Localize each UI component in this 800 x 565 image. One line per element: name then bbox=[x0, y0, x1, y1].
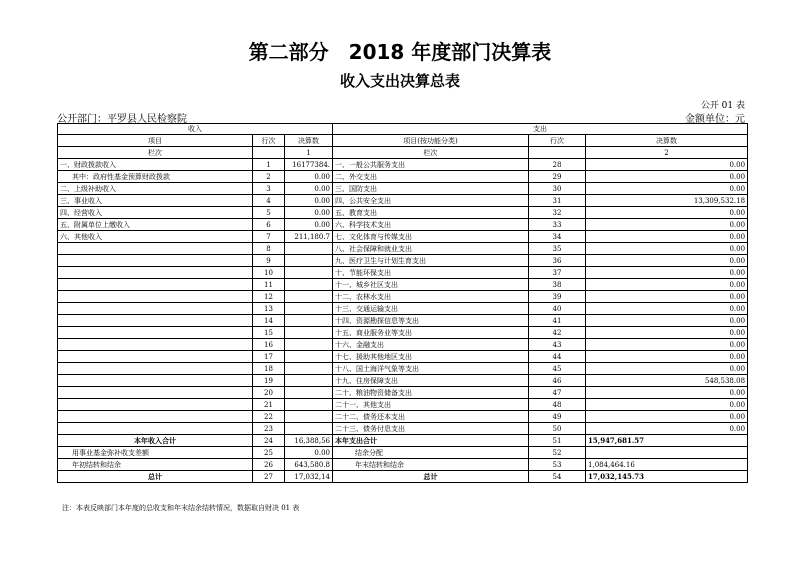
amount-unit-label: 金额单位：元 bbox=[685, 114, 745, 125]
income-line-no: 1 bbox=[253, 159, 285, 171]
expense-amount: 13,309,532.18 bbox=[586, 195, 748, 207]
income-item bbox=[58, 399, 253, 411]
total-expense-amt: 15,947,681.57 bbox=[586, 435, 748, 447]
lan-row bbox=[58, 147, 748, 159]
table-row bbox=[58, 195, 748, 207]
income-amount bbox=[285, 327, 333, 339]
fund-fill-amt: 0.00 bbox=[285, 447, 333, 459]
col-line2: 行次 bbox=[529, 135, 586, 147]
income-amount bbox=[285, 315, 333, 327]
income-item bbox=[58, 327, 253, 339]
income-line-no: 11 bbox=[253, 279, 285, 291]
table-row bbox=[58, 255, 748, 267]
expense-line-no: 40 bbox=[529, 303, 586, 315]
sum-expense-amt: 17,032,145.73 bbox=[586, 471, 748, 483]
expense-amount: 0.00 bbox=[586, 279, 748, 291]
lan-blank bbox=[253, 147, 285, 159]
income-item: 四、经营收入 bbox=[58, 207, 253, 219]
expense-amount: 0.00 bbox=[586, 411, 748, 423]
income-line-no: 22 bbox=[253, 411, 285, 423]
expense-line-no: 45 bbox=[529, 363, 586, 375]
income-item: 六、其他收入 bbox=[58, 231, 253, 243]
expense-line-no: 38 bbox=[529, 279, 586, 291]
expense-line-no: 43 bbox=[529, 339, 586, 351]
total-income-no: 24 bbox=[253, 435, 285, 447]
income-amount bbox=[285, 279, 333, 291]
expense-amount: 0.00 bbox=[586, 399, 748, 411]
income-line-no: 20 bbox=[253, 387, 285, 399]
table-row bbox=[58, 171, 748, 183]
income-line-no: 15 bbox=[253, 327, 285, 339]
expense-amount: 0.00 bbox=[586, 159, 748, 171]
expense-amount: 0.00 bbox=[586, 243, 748, 255]
table-row bbox=[58, 387, 748, 399]
table-row bbox=[58, 159, 748, 171]
income-item bbox=[58, 255, 253, 267]
expense-line-no: 39 bbox=[529, 291, 586, 303]
expense-item: 十、节能环保支出 bbox=[333, 267, 529, 279]
income-item bbox=[58, 243, 253, 255]
form-number: 公开 01 表 bbox=[700, 101, 745, 111]
table-row bbox=[58, 231, 748, 243]
income-line-no: 19 bbox=[253, 375, 285, 387]
col-line: 行次 bbox=[253, 135, 285, 147]
income-line-no: 16 bbox=[253, 339, 285, 351]
expense-line-no: 30 bbox=[529, 183, 586, 195]
expense-item: 十八、国土海洋气象等支出 bbox=[333, 363, 529, 375]
expense-item: 七、文化体育与传媒支出 bbox=[333, 231, 529, 243]
col-amount: 决算数 bbox=[285, 135, 333, 147]
table-row bbox=[58, 243, 748, 255]
income-item bbox=[58, 423, 253, 435]
expense-amount: 0.00 bbox=[586, 423, 748, 435]
income-amount: 0.00 bbox=[285, 195, 333, 207]
fund-fill-no: 25 bbox=[253, 447, 285, 459]
carry-in-label: 年初结转和结余 bbox=[58, 459, 253, 471]
fund-row bbox=[58, 447, 748, 459]
section-header-row bbox=[58, 124, 748, 135]
carry-out-label: 年末结转和结余 bbox=[333, 459, 529, 471]
income-item bbox=[58, 387, 253, 399]
expense-item: 十六、金融支出 bbox=[333, 339, 529, 351]
expense-line-no: 46 bbox=[529, 375, 586, 387]
table-row bbox=[58, 399, 748, 411]
table-row bbox=[58, 339, 748, 351]
expense-item: 十九、住房保障支出 bbox=[333, 375, 529, 387]
income-header: 收入 bbox=[58, 124, 333, 135]
expense-item: 二十二、债务还本支出 bbox=[333, 411, 529, 423]
carry-in-amt: 643,580.8 bbox=[285, 459, 333, 471]
surplus-dist-label: 结余分配 bbox=[333, 447, 529, 459]
expense-item: 八、社会保障和就业支出 bbox=[333, 243, 529, 255]
page-subtitle: 收入支出决算总表 bbox=[339, 72, 460, 90]
table-row bbox=[58, 363, 748, 375]
income-line-no: 5 bbox=[253, 207, 285, 219]
expense-amount: 0.00 bbox=[586, 363, 748, 375]
income-line-no: 17 bbox=[253, 351, 285, 363]
expense-line-no: 33 bbox=[529, 219, 586, 231]
income-item bbox=[58, 363, 253, 375]
income-line-no: 10 bbox=[253, 267, 285, 279]
expense-amount: 0.00 bbox=[586, 171, 748, 183]
income-item bbox=[58, 351, 253, 363]
income-amount: 16177384. bbox=[285, 159, 333, 171]
income-line-no: 12 bbox=[253, 291, 285, 303]
table-row bbox=[58, 279, 748, 291]
col-item-func: 项目(按功能分类) bbox=[333, 135, 529, 147]
expense-line-no: 34 bbox=[529, 231, 586, 243]
expense-amount: 0.00 bbox=[586, 339, 748, 351]
income-item: 五、附属单位上缴收入 bbox=[58, 219, 253, 231]
expense-amount: 0.00 bbox=[586, 387, 748, 399]
fund-fill-label: 用事业基金弥补收支差额 bbox=[58, 447, 253, 459]
income-item bbox=[58, 411, 253, 423]
income-amount bbox=[285, 267, 333, 279]
income-amount bbox=[285, 423, 333, 435]
grand-total-row bbox=[58, 471, 748, 483]
lan-label: 栏次 bbox=[58, 147, 253, 159]
sum-expense-no: 54 bbox=[529, 471, 586, 483]
expense-item: 十五、商业服务业等支出 bbox=[333, 327, 529, 339]
total-expense-label: 本年支出合计 bbox=[333, 435, 529, 447]
expense-line-no: 50 bbox=[529, 423, 586, 435]
income-line-no: 14 bbox=[253, 315, 285, 327]
expense-amount: 0.00 bbox=[586, 219, 748, 231]
expense-amount: 0.00 bbox=[586, 255, 748, 267]
expense-line-no: 31 bbox=[529, 195, 586, 207]
total-income-amt: 16,388,56 bbox=[285, 435, 333, 447]
expense-amount: 0.00 bbox=[586, 207, 748, 219]
expense-line-no: 37 bbox=[529, 267, 586, 279]
income-amount bbox=[285, 255, 333, 267]
income-item: 三、事业收入 bbox=[58, 195, 253, 207]
carry-in-no: 26 bbox=[253, 459, 285, 471]
col-item: 项目 bbox=[58, 135, 253, 147]
expense-line-no: 48 bbox=[529, 399, 586, 411]
expense-item: 十七、援助其他地区支出 bbox=[333, 351, 529, 363]
income-amount bbox=[285, 363, 333, 375]
income-item bbox=[58, 315, 253, 327]
income-item bbox=[58, 339, 253, 351]
table-row bbox=[58, 291, 748, 303]
expense-amount: 0.00 bbox=[586, 291, 748, 303]
expense-amount: 0.00 bbox=[586, 267, 748, 279]
income-amount bbox=[285, 399, 333, 411]
expense-item: 二、外交支出 bbox=[333, 171, 529, 183]
expense-line-no: 28 bbox=[529, 159, 586, 171]
income-line-no: 4 bbox=[253, 195, 285, 207]
table-row bbox=[58, 267, 748, 279]
table-row bbox=[58, 411, 748, 423]
income-line-no: 8 bbox=[253, 243, 285, 255]
income-amount bbox=[285, 303, 333, 315]
total-expense-no: 51 bbox=[529, 435, 586, 447]
lan-two: 2 bbox=[586, 147, 748, 159]
expense-item: 十一、城乡社区支出 bbox=[333, 279, 529, 291]
table-row bbox=[58, 375, 748, 387]
table-row bbox=[58, 303, 748, 315]
page-title: 第二部分 2018 年度部门决算表 bbox=[248, 40, 552, 64]
expense-item: 四、公共安全支出 bbox=[333, 195, 529, 207]
expense-line-no: 41 bbox=[529, 315, 586, 327]
income-expense-table bbox=[57, 123, 748, 483]
income-item: 二、上级补助收入 bbox=[58, 183, 253, 195]
expense-line-no: 44 bbox=[529, 351, 586, 363]
income-line-no: 6 bbox=[253, 219, 285, 231]
carry-out-no: 53 bbox=[529, 459, 586, 471]
income-line-no: 7 bbox=[253, 231, 285, 243]
lan-blank-2 bbox=[529, 147, 586, 159]
expense-amount: 0.00 bbox=[586, 327, 748, 339]
col-amount2: 决算数 bbox=[586, 135, 748, 147]
expense-line-no: 47 bbox=[529, 387, 586, 399]
carry-row bbox=[58, 459, 748, 471]
expense-amount: 0.00 bbox=[586, 231, 748, 243]
table-row bbox=[58, 315, 748, 327]
expense-item: 二十一、其他支出 bbox=[333, 399, 529, 411]
column-header-row bbox=[58, 135, 748, 147]
income-item bbox=[58, 303, 253, 315]
income-item: 其中：政府性基金预算财政拨款 bbox=[58, 171, 253, 183]
income-line-no: 18 bbox=[253, 363, 285, 375]
sum-expense-label: 总计 bbox=[333, 471, 529, 483]
expense-item: 十四、资源勘探信息等支出 bbox=[333, 315, 529, 327]
lan-label-2: 栏次 bbox=[333, 147, 529, 159]
table-row bbox=[58, 423, 748, 435]
expense-item: 六、科学技术支出 bbox=[333, 219, 529, 231]
surplus-dist-amt bbox=[586, 447, 748, 459]
table-row bbox=[58, 207, 748, 219]
income-amount: 0.00 bbox=[285, 171, 333, 183]
income-amount bbox=[285, 291, 333, 303]
expense-line-no: 36 bbox=[529, 255, 586, 267]
income-item bbox=[58, 267, 253, 279]
carry-out-amt: 1,084,464.16 bbox=[586, 459, 748, 471]
expense-amount: 0.00 bbox=[586, 183, 748, 195]
income-amount bbox=[285, 375, 333, 387]
expense-amount: 0.00 bbox=[586, 303, 748, 315]
expense-item: 九、医疗卫生与计划生育支出 bbox=[333, 255, 529, 267]
expense-amount: 0.00 bbox=[586, 351, 748, 363]
income-amount bbox=[285, 387, 333, 399]
table-row bbox=[58, 327, 748, 339]
expense-line-no: 35 bbox=[529, 243, 586, 255]
income-amount: 0.00 bbox=[285, 207, 333, 219]
expense-amount: 0.00 bbox=[586, 315, 748, 327]
income-amount bbox=[285, 243, 333, 255]
sum-income-no: 27 bbox=[253, 471, 285, 483]
income-item: 一、财政拨款收入 bbox=[58, 159, 253, 171]
expense-line-no: 32 bbox=[529, 207, 586, 219]
total-row bbox=[58, 435, 748, 447]
income-amount: 211,180.7 bbox=[285, 231, 333, 243]
sum-income-label: 总计 bbox=[58, 471, 253, 483]
lan-one: 1 bbox=[285, 147, 333, 159]
income-line-no: 9 bbox=[253, 255, 285, 267]
expense-line-no: 49 bbox=[529, 411, 586, 423]
expense-amount: 548,538.08 bbox=[586, 375, 748, 387]
expense-item: 二十三、债务付息支出 bbox=[333, 423, 529, 435]
income-line-no: 13 bbox=[253, 303, 285, 315]
table-row bbox=[58, 351, 748, 363]
income-line-no: 23 bbox=[253, 423, 285, 435]
organization-label: 公开部门：平罗县人民检察院 bbox=[57, 114, 187, 125]
income-amount bbox=[285, 339, 333, 351]
expense-item: 十二、农林水支出 bbox=[333, 291, 529, 303]
expense-item: 十三、交通运输支出 bbox=[333, 303, 529, 315]
footnote: 注：本表反映部门本年度的总收支和年末结余结转情况，数据取自财决 01 表 bbox=[62, 504, 300, 512]
table-row bbox=[58, 219, 748, 231]
expense-item: 三、国防支出 bbox=[333, 183, 529, 195]
table-row bbox=[58, 183, 748, 195]
expense-item: 一、一般公共服务支出 bbox=[333, 159, 529, 171]
income-item bbox=[58, 291, 253, 303]
income-amount bbox=[285, 351, 333, 363]
income-line-no: 3 bbox=[253, 183, 285, 195]
total-income-label: 本年收入合计 bbox=[58, 435, 253, 447]
expense-line-no: 42 bbox=[529, 327, 586, 339]
expense-line-no: 29 bbox=[529, 171, 586, 183]
expense-item: 五、教育支出 bbox=[333, 207, 529, 219]
income-line-no: 2 bbox=[253, 171, 285, 183]
income-line-no: 21 bbox=[253, 399, 285, 411]
income-amount: 0.00 bbox=[285, 219, 333, 231]
income-item bbox=[58, 375, 253, 387]
surplus-dist-no: 52 bbox=[529, 447, 586, 459]
expense-header: 支出 bbox=[333, 124, 748, 135]
sum-income-amt: 17,032,14 bbox=[285, 471, 333, 483]
income-amount bbox=[285, 411, 333, 423]
income-amount: 0.00 bbox=[285, 183, 333, 195]
income-item bbox=[58, 279, 253, 291]
expense-item: 二十、粮油物资储备支出 bbox=[333, 387, 529, 399]
